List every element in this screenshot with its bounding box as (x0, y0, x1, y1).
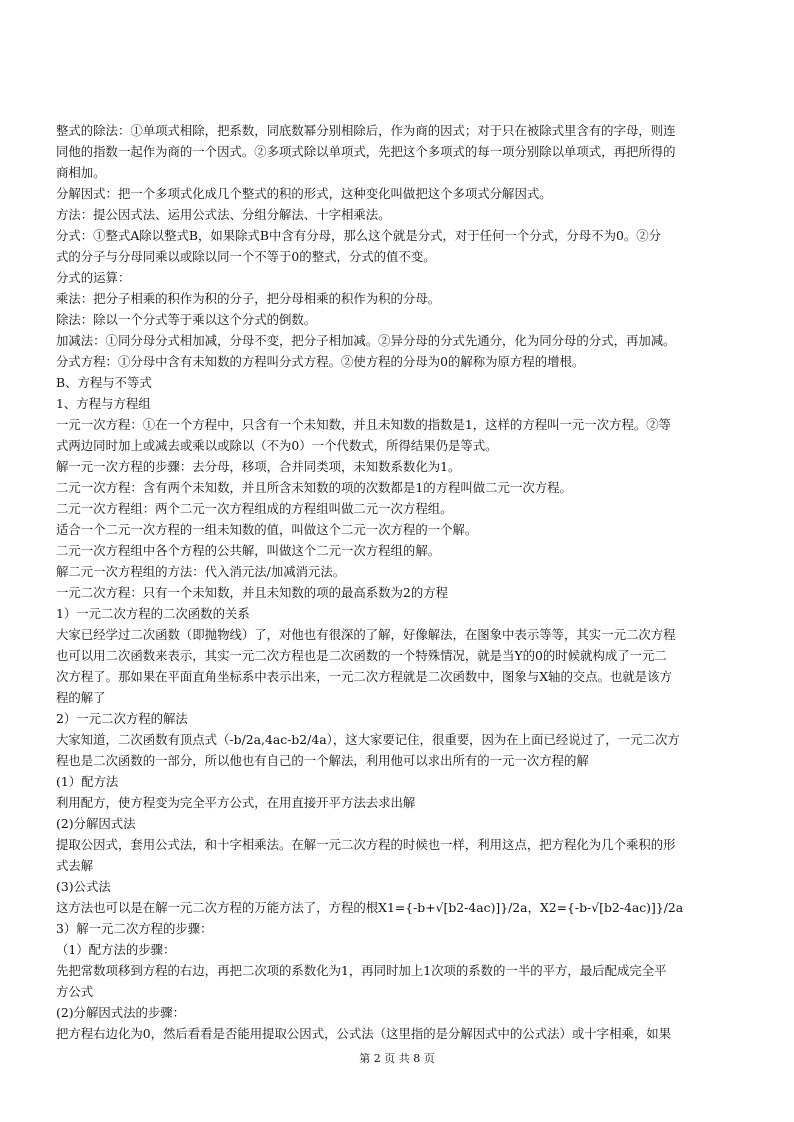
text-line: 分式方程：①分母中含有未知数的方程叫分式方程。②使方程的分母为0的解称为原方程的增根。 (56, 354, 585, 369)
text-line: 一元二次方程：只有一个未知数，并且未知数的项的最高系数为2的方程 (56, 585, 448, 600)
section-heading: B、方程与不等式 (56, 375, 152, 390)
subsection-heading: 1）一元二次方程的二次函数的关系 (56, 606, 250, 621)
text-line: 分式：①整式A除以整式B，如果除式B中含有分母，那么这个就是分式，对于任何一个分式，分母不为0。②分 (56, 228, 662, 243)
text-line: 方公式 (56, 984, 94, 999)
subsection-heading: 2）一元二次方程的解法 (56, 711, 188, 726)
text-line: 把方程右边化为0，然后看看是否能用提取公因式，公式法（这里指的是分解因式中的公式法）或十字相乘，如果 (56, 1026, 672, 1041)
text-line: 式的分子与分母同乘以或除以同一个不等于0的整式，分式的值不变。 (56, 249, 436, 264)
subsection-heading: (3)公式法 (56, 879, 111, 894)
text-line: 加减法：①同分母分式相加减，分母不变，把分子相加减。②异分母的分式先通分，化为同分母的分式，再加减。 (56, 333, 676, 348)
text-line: 二元一次方程组：两个二元一次方程组成的方程组叫做二元一次方程组。 (56, 501, 453, 516)
text-line: 利用配方，使方程变为完全平方公式，在用直接开平方法去求出解 (56, 795, 416, 810)
text-line: 这方法也可以是在解一元二次方程的万能方法了，方程的根X1={-b+√[b2-4ac)]}/2a，X2={-b-√[b2-4ac)]}/2a (56, 900, 684, 915)
subsection-heading: (1）配方法 (56, 774, 119, 789)
text-line: 提取公因式，套用公式法，和十字相乘法。在解一元二次方程的时候也一样，利用这点，把方程化为几个乘积的形 (56, 837, 676, 852)
text-line: 一元一次方程：①在一个方程中，只含有一个未知数，并且未知数的指数是1，这样的方程叫一元一次方程。②等 (56, 417, 672, 432)
text-line: 适合一个二元一次方程的一组未知数的值，叫做这个二元一次方程的一个解。 (56, 522, 478, 537)
subsection-heading: (2)分解因式法 (56, 816, 136, 831)
subsection-heading: （1）配方法的步骤： (56, 942, 176, 957)
text-line: 除法：除以一个分式等于乘以这个分式的倒数。 (56, 312, 317, 327)
text-line: 解一元一次方程的步骤：去分母，移项，合并同类项，未知数系数化为1。 (56, 459, 461, 474)
text-line: 整式的除法：①单项式相除，把系数，同底数幂分别相除后，作为商的因式；对于只在被除式里含有的字母，则连 (56, 123, 676, 138)
text-line: 解二元一次方程组的方法：代入消元法/加减消元法。 (56, 564, 346, 579)
text-line: 也可以用二次函数来表示，其实一元二次方程也是二次函数的一个特殊情况，就是当Y的0的时候就构成了一元二 (56, 648, 667, 663)
text-line: 分式的运算： (56, 270, 131, 285)
text-line: 二元一次方程组中各个方程的公共解，叫做这个二元一次方程组的解。 (56, 543, 441, 558)
text-line: 式去解 (56, 858, 94, 873)
text-line: 大家知道，二次函数有顶点式（-b/2a,4ac-b2/4a），这大家要记住，很重要，因为在上面已经说过了，一元二次方 (56, 732, 680, 747)
subsection-heading: 1、方程与方程组 (56, 396, 151, 411)
text-line: 程的解了 (56, 690, 106, 705)
text-line: 二元一次方程：含有两个未知数，并且所含未知数的项的次数都是1的方程叫做二元一次方程。 (56, 480, 572, 495)
text-line: 式两边同时加上或减去或乘以或除以（不为0）一个代数式，所得结果仍是等式。 (56, 438, 498, 453)
text-line: 次方程了。那如果在平面直角坐标系中表示出来，一元二次方程就是二次函数中，图象与X轴的交点。也就是该方 (56, 669, 672, 684)
text-line: 分解因式：把一个多项式化成几个整式的积的形式，这种变化叫做把这个多项式分解因式。 (56, 186, 552, 201)
text-line: 方法：提公因式法、运用公式法、分组分解法、十字相乘法。 (56, 207, 391, 222)
text-line: 大家已经学过二次函数（即抛物线）了，对他也有很深的了解，好像解法，在图象中表示等等，其实一元二次方程 (56, 627, 676, 642)
text-line: 程也是二次函数的一部分，所以他也有自己的一个解法，利用他可以求出所有的一元一次方程的解 (56, 753, 589, 768)
text-line: 商相加。 (56, 165, 106, 180)
text-line: 先把常数项移到方程的右边，再把二次项的系数化为1，再同时加上1次项的系数的一半的平方，最后配成完全平 (56, 963, 667, 978)
subsection-heading: 3）解一元二次方程的步骤： (56, 921, 213, 936)
subsection-heading: (2)分解因式法的步骤： (56, 1005, 186, 1020)
document-body (56, 120, 766, 1044)
text-line: 同他的指数一起作为商的一个因式。②多项式除以单项式，先把这个多项式的每一项分别除以单项式，再把所得的 (56, 144, 676, 159)
text-line: 乘法：把分子相乘的积作为积的分子，把分母相乘的积作为积的分母。 (56, 291, 441, 306)
page-number-footer: 第 2 页 共 8 页 (359, 1052, 435, 1065)
